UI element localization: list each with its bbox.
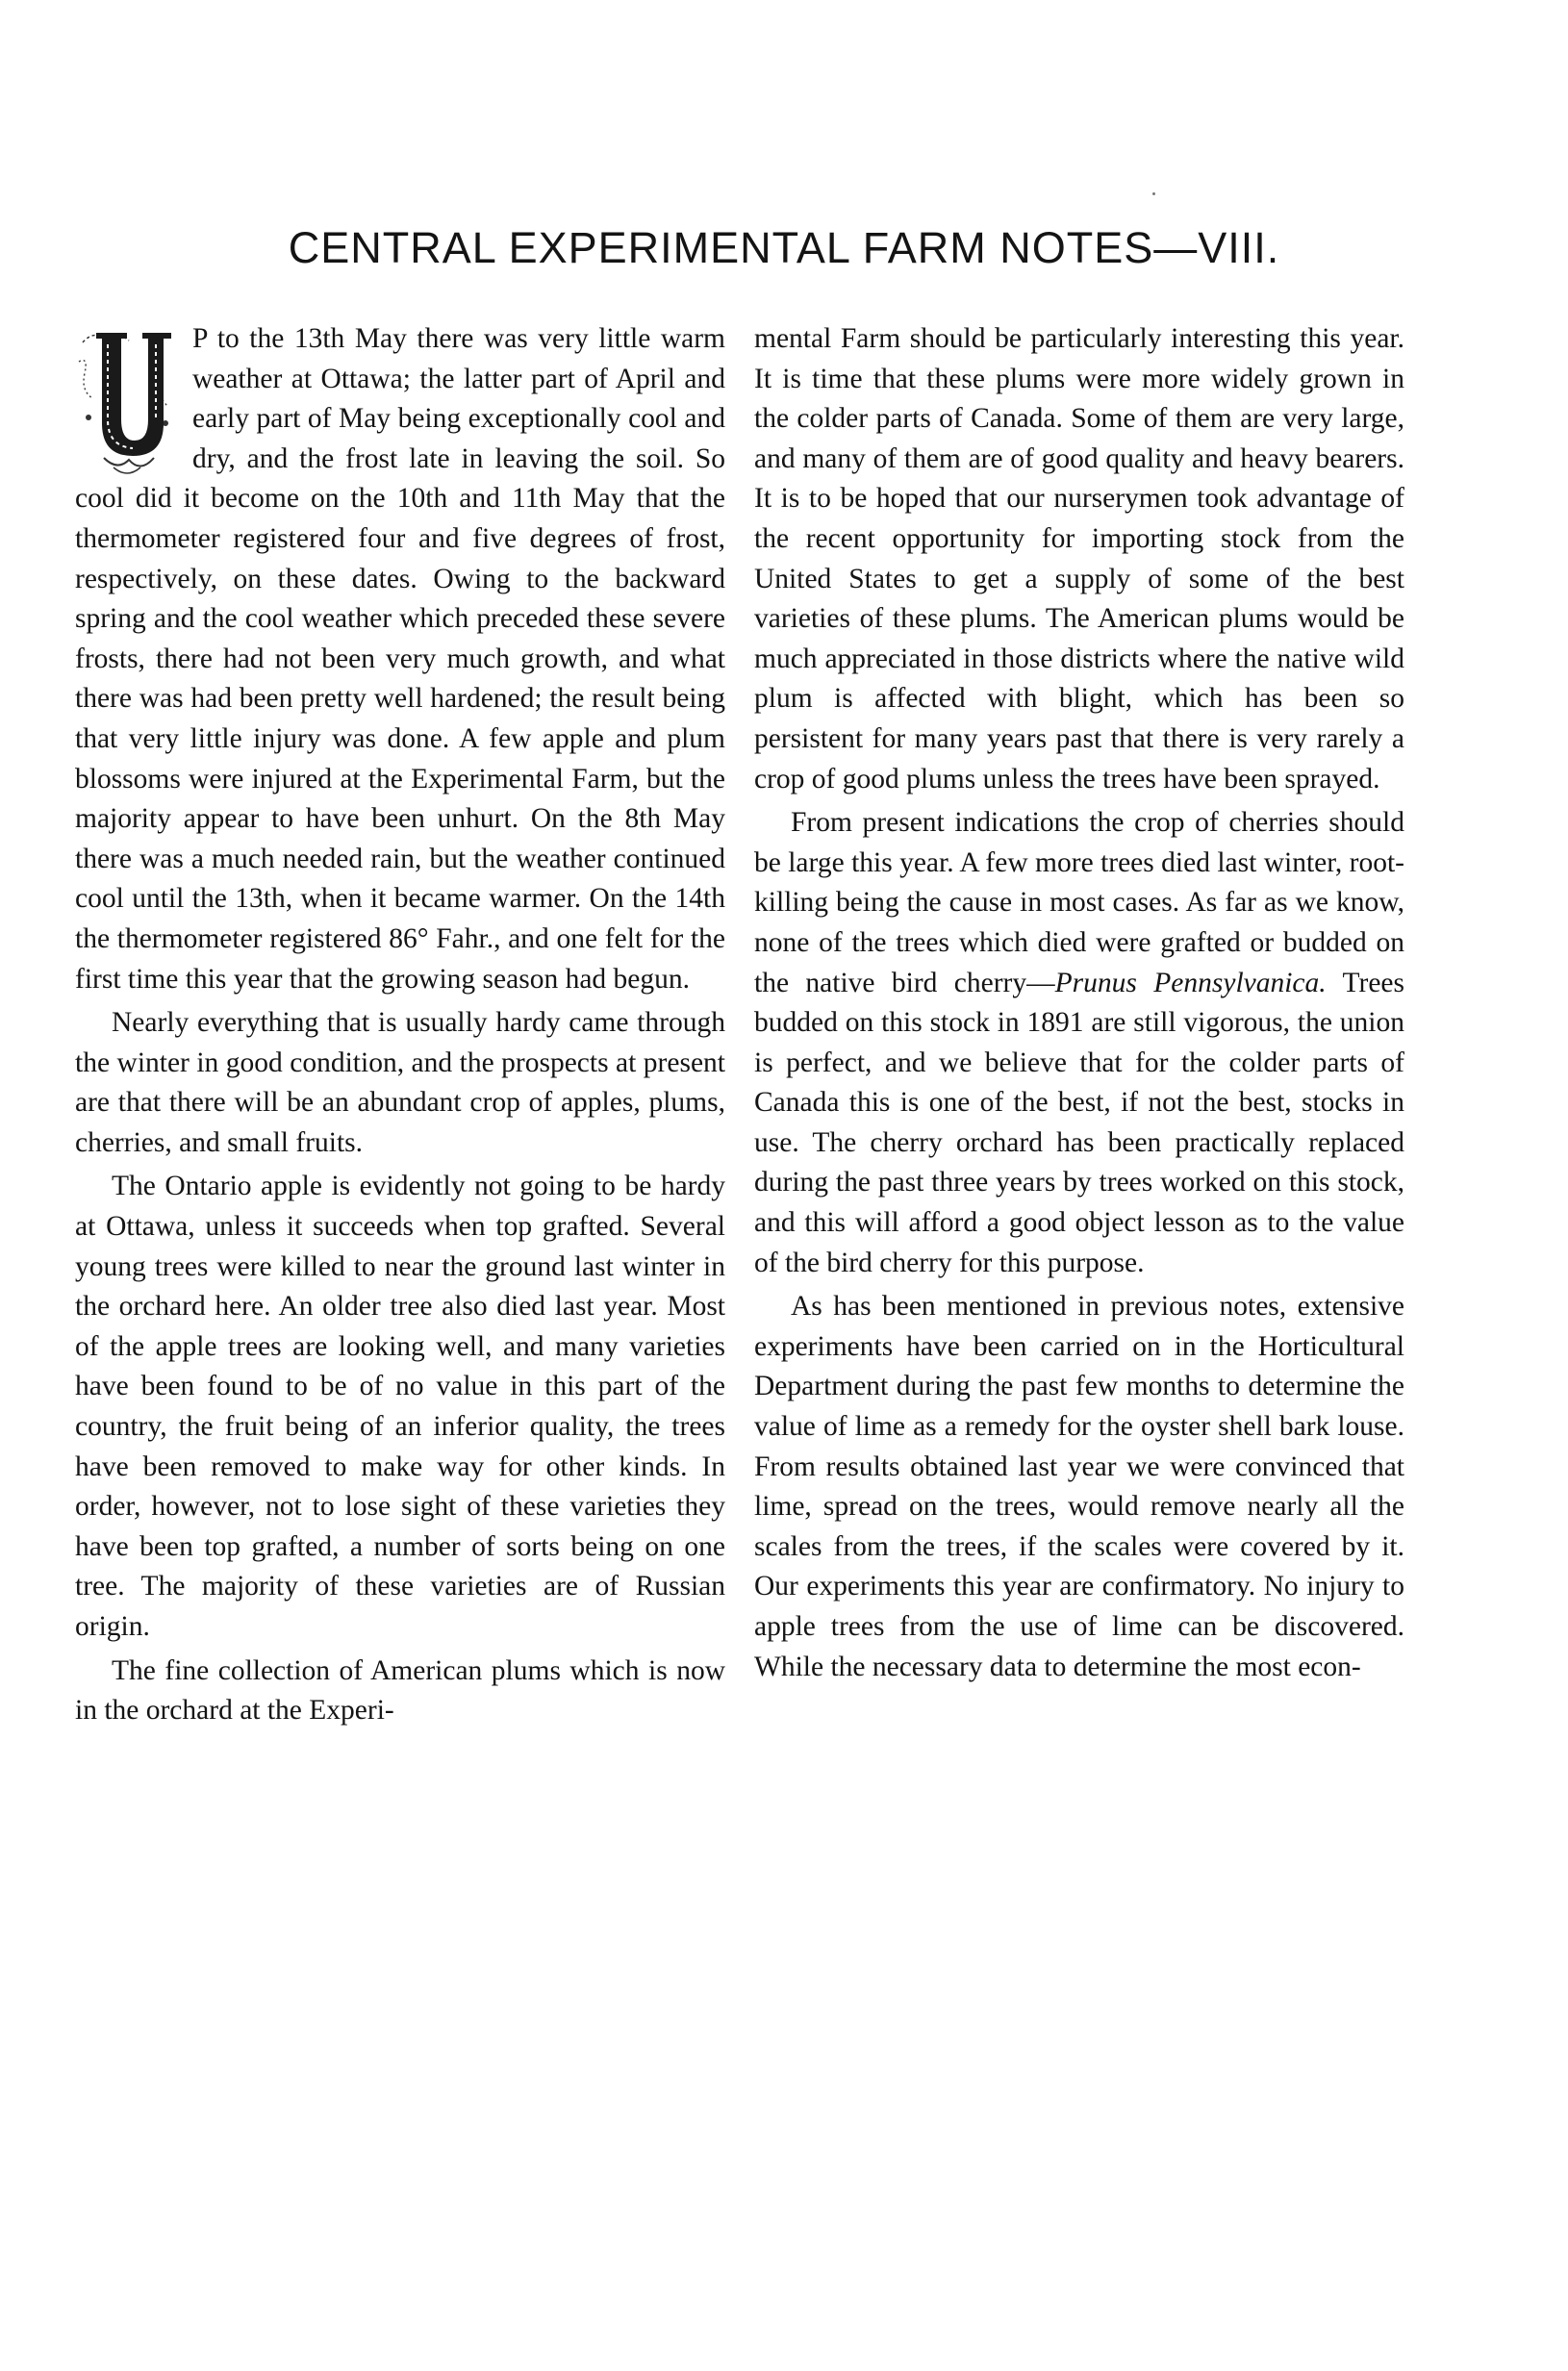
paper-speck xyxy=(1152,192,1155,195)
paragraph-6-text-a: From present indications the crop of cherries should be large this year. A few more trees died last winter, root-killing being the cause in most cases. As far as we know, none of the trees which died were grafted or budded on the native bird cherry— xyxy=(754,807,1404,998)
paragraph-3: The Ontario apple is evidently not going to be hardy at Ottawa, unless it succeeds when top grafted. Several young trees were killed to near the ground last winter in the orchard here. An older tree also died last year. Most of the apple trees are looking well, and many varieties have been found to be of no value in this part of the country, the fruit being of an inferior quality, the trees have been removed to make way for other kinds. In order, however, not to lose sight of these varieties they have been top grafted, a number of sorts being on one tree. The majority of these varieties are of Russian origin. xyxy=(75,1171,725,1642)
paragraph-6 xyxy=(754,803,1404,1283)
paragraph-1: P to the 13th May there was very little warm weather at Ottawa; the latter part of April and early part of May being exceptionally cool and dry, and the frost late in leaving the soil. So cool did it become on the 10th and 11th May that the thermometer registered four and five degrees of frost, respectively, on these dates. Owing to the backward spring and the cool weather which preceded these severe frosts, there had not been very much growth, and what there was had been pretty well hardened; the result being that very little injury was done. A few apple and plum blossoms were injured at the Experimental Farm, but the majority appear to have been unhurt. On the 8th May there was a much needed rain, but the weather continued cool until the 13th, when it became warmer. On the 14th the thermometer registered 86° Fahr., and one felt for the first time this year that the growing season had begun. xyxy=(75,323,725,995)
left-column xyxy=(75,319,725,1735)
paragraph-5: mental Farm should be particularly interesting this year. It is time that these plums were more widely grown in the colder parts of Canada. Some of them are very large, and many of them are of good quality and heavy bearers. It is to be hoped that our nurserymen took advantage of the recent opportunity for importing stock from the United States to get a supply of some of the best varieties of these plums. The American plums would be much appreciated in those districts where the native wild plum is affected with blight, which has been so persistent for many years past that there is very rarely a crop of good plums unless the trees have been sprayed. xyxy=(754,323,1404,795)
paragraph-6-text-b: Trees budded on this stock in 1891 are still vigorous, the union is perfect, and we believe that for the colder parts of Canada this is one of the best, if not the best, stocks in use. The cherry orchard has been practically replaced during the past three years by trees worked on this stock, and this will afford a good object lesson as to the value of the bird cherry for this purpose. xyxy=(754,967,1404,1278)
species-name: Prunus Pennsylvanica. xyxy=(1054,967,1327,998)
paragraph-7: As has been mentioned in previous notes, extensive experiments have been carried on in the Horticultural Department during the past few months to determine the value of lime as a remedy for the oyster shell bark louse. From results obtained last year we were convinced that lime, spread on the trees, would remove nearly all the scales from the trees, if the scales were covered by it. Our experiments this year are confirmatory. No injury to apple trees from the use of lime can be discovered. While the necessary data to determine the most econ- xyxy=(754,1291,1404,1682)
paragraph-4: The fine collection of American plums which is now in the orchard at the Experi- xyxy=(75,1654,725,1727)
paragraph-2: Nearly everything that is usually hardy came through the winter in good condition, and the prospects at present are that there will be an abundant crop of apples, plums, cherries, and small fruits. xyxy=(75,1007,725,1158)
article-title: CENTRAL EXPERIMENTAL FARM NOTES—VIII. xyxy=(288,223,1280,272)
right-column xyxy=(754,319,1404,1691)
decorative-initial-u xyxy=(75,323,179,477)
